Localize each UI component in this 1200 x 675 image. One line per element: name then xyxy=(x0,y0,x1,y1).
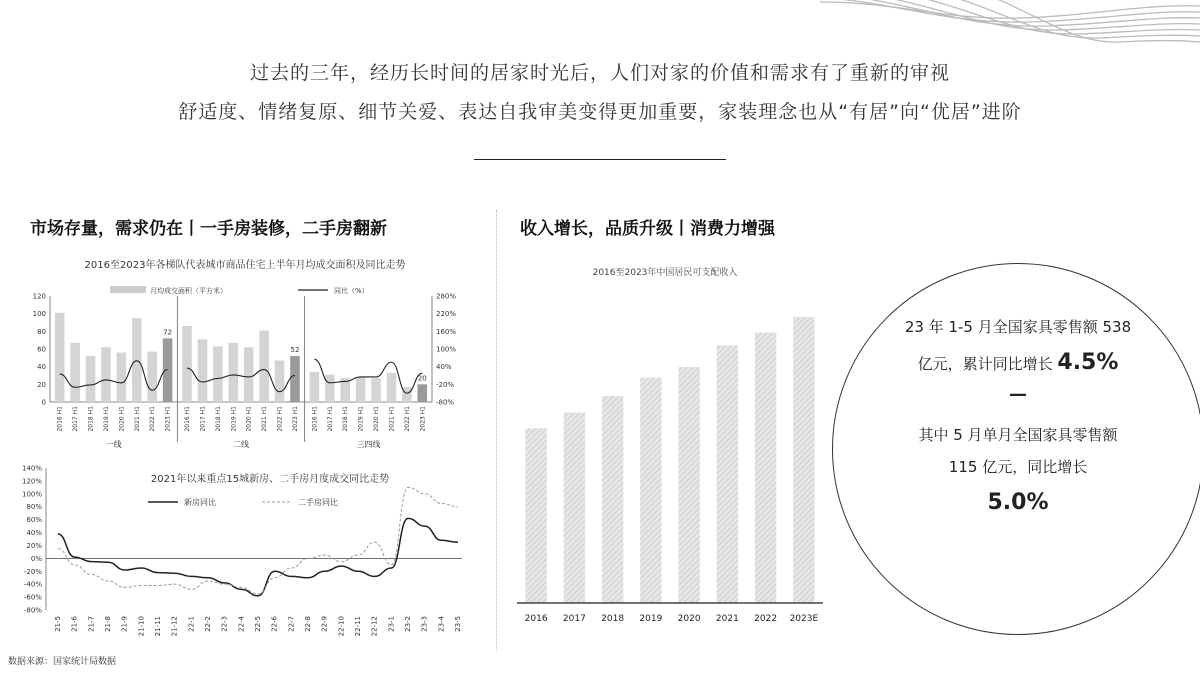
chart2-y-tick: -20% xyxy=(23,567,42,576)
chart1-bar xyxy=(86,356,96,402)
chart2-y-tick: -40% xyxy=(23,580,42,589)
chart1-bar xyxy=(275,360,285,402)
section-separator xyxy=(496,210,497,650)
chart1-x-tick: 2018 H1 xyxy=(214,406,222,432)
chart2-x-tick: 21-7 xyxy=(87,616,96,632)
chart1-bar xyxy=(325,375,335,402)
chart1-x-tick: 2020 H1 xyxy=(118,406,126,432)
chart1-x-tick: 2023 H1 xyxy=(164,406,172,432)
chart3-bar xyxy=(717,345,738,603)
chart1-x-tick: 2016 H1 xyxy=(56,406,64,432)
chart2-y-tick: 80% xyxy=(26,503,42,512)
chart2-x-tick: 22-6 xyxy=(270,616,279,632)
chart1-x-tick: 2021 H1 xyxy=(388,406,396,432)
disposable-income-chart xyxy=(505,255,835,635)
chart1-bar xyxy=(70,343,80,402)
circle-divider: — xyxy=(1009,384,1027,405)
circle-line-3: 其中 5 月单月全国家具零售额 xyxy=(918,426,1118,444)
chart1-x-tick: 2017 H1 xyxy=(72,406,80,432)
chart1-x-tick: 2023 H1 xyxy=(291,406,299,432)
chart1-right-tick: 220% xyxy=(436,310,457,319)
chart2-title: 2021年以来重点15城新房、二手房月度成交同比走势 xyxy=(150,474,390,485)
circle-line-1: 23 年 1-5 月全国家具零售额 538 xyxy=(904,318,1132,336)
chart2-x-tick: 22-1 xyxy=(187,616,196,632)
chart1-x-tick: 2018 H1 xyxy=(342,406,350,432)
chart2-x-tick: 22-8 xyxy=(304,616,312,632)
chart2-y-tick: 20% xyxy=(26,541,42,550)
chart1-right-tick: 160% xyxy=(436,327,457,336)
chart1-right-tick: 100% xyxy=(436,345,457,354)
chart1-left-tick: 100 xyxy=(32,310,46,319)
chart1-bar xyxy=(229,343,239,402)
chart2-x-tick: 23-5 xyxy=(454,616,462,632)
chart2-x-tick: 22-11 xyxy=(354,616,362,637)
chart2-x-tick: 22-3 xyxy=(220,616,229,632)
chart1-bar xyxy=(310,372,320,402)
chart1-title: 2016至2023年各梯队代表城市商品住宅上半年月均成交面积及同比走势 xyxy=(84,260,406,271)
chart1-bar xyxy=(198,339,208,402)
chart3-x-tick: 2018 xyxy=(601,614,625,624)
chart2-y-tick: -80% xyxy=(23,606,42,615)
chart2-x-tick: 23-2 xyxy=(404,616,412,632)
legend-line-label: 同比（%） xyxy=(334,287,369,295)
chart2-x-tick: 22-4 xyxy=(237,616,246,632)
legend-bar-label: 月均成交面积（平方米） xyxy=(150,287,227,295)
right-section-title: 收入增长，品质升级丨消费力增强 xyxy=(520,219,775,239)
chart1-x-tick: 2016 H1 xyxy=(311,406,319,432)
chart1-x-tick: 2019 H1 xyxy=(102,406,110,432)
chart2-y-tick: 40% xyxy=(26,529,42,538)
chart3-x-tick: 2017 xyxy=(562,614,586,624)
chart1-x-tick: 2017 H1 xyxy=(199,406,207,432)
chart1-bar xyxy=(147,352,157,402)
chart1-bar xyxy=(132,318,142,402)
chart3-x-tick: 2022 xyxy=(754,614,778,624)
chart1-group-label: 二线 xyxy=(233,440,249,449)
chart2-x-tick: 23-4 xyxy=(437,616,446,632)
chart1-bar xyxy=(55,313,65,402)
chart2-x-tick: 21-5 xyxy=(54,616,62,632)
chart1-bar xyxy=(371,378,381,402)
circle-line-2-text: 亿元，累计同比增长 xyxy=(917,355,1053,373)
data-source: 数据来源：国家统计局数据 xyxy=(8,657,117,667)
chart3-x-tick: 2019 xyxy=(639,614,663,624)
chart1-x-tick: 2016 H1 xyxy=(184,406,192,432)
city15-yoy-chart xyxy=(0,460,490,650)
chart1-x-tick: 2022 H1 xyxy=(276,406,284,432)
chart1-data-label: 52 xyxy=(290,346,300,355)
chart3-x-tick: 2016 xyxy=(524,614,548,624)
circle-line-2 xyxy=(832,350,1200,375)
chart1-right-tick: 40% xyxy=(436,363,452,372)
decorative-waves xyxy=(820,0,1200,48)
intro-line-2: 舒适度、情绪复原、细节关爱、表达自我审美变得更加重要，家装理念也从“有居”向“优居”进阶 xyxy=(178,101,1022,123)
chart1-bar xyxy=(244,347,254,402)
chart1-bar xyxy=(418,384,428,402)
intro-divider xyxy=(474,159,726,160)
chart1-bar xyxy=(387,373,397,402)
circle-line-4: 115 亿元，同比增长 xyxy=(948,458,1088,476)
chart2-y-tick: 60% xyxy=(26,516,42,525)
chart2-y-tick: 120% xyxy=(21,477,42,486)
chart3-bar xyxy=(793,317,814,603)
chart2-x-tick: 22-10 xyxy=(337,616,346,637)
chart1-bar xyxy=(182,326,192,402)
chart2-x-tick: 22-7 xyxy=(287,616,296,632)
chart1-data-label: 72 xyxy=(163,328,173,337)
chart1-bar xyxy=(213,346,223,402)
legend-new-house-label: 新房同比 xyxy=(184,498,216,507)
chart2-x-tick: 23-3 xyxy=(420,616,429,632)
chart2-x-tick: 21-9 xyxy=(120,616,129,632)
legend-bar-swatch xyxy=(110,286,146,293)
chart1-x-tick: 2021 H1 xyxy=(261,406,269,432)
chart1-left-tick: 80 xyxy=(37,327,46,336)
chart1-bar xyxy=(259,330,269,402)
chart1-left-tick: 40 xyxy=(37,363,46,372)
chart2-x-tick: 22-2 xyxy=(204,616,212,632)
chart1-x-tick: 2022 H1 xyxy=(149,406,157,432)
chart1-x-tick: 2023 H1 xyxy=(419,406,427,432)
chart2-x-tick: 21-12 xyxy=(170,616,179,637)
chart3-bar xyxy=(525,428,546,603)
chart3-bar xyxy=(564,413,585,603)
chart2-y-tick: 140% xyxy=(21,464,42,473)
chart3-x-tick: 2021 xyxy=(715,614,739,624)
chart2-x-tick: 21-6 xyxy=(70,616,79,632)
chart3-bar xyxy=(640,378,661,603)
chart3-bar xyxy=(602,396,623,603)
chart2-x-tick: 22-9 xyxy=(320,616,329,632)
chart3-x-tick: 2020 xyxy=(677,614,701,624)
chart2-new-house-line xyxy=(58,518,458,595)
chart1-bar xyxy=(163,338,173,402)
chart1-x-tick: 2017 H1 xyxy=(326,406,334,432)
chart1-left-tick: 20 xyxy=(37,380,46,389)
tier-city-sales-chart xyxy=(0,250,490,460)
chart1-x-tick: 2020 H1 xyxy=(373,406,381,432)
chart1-left-tick: 120 xyxy=(32,292,46,301)
chart1-x-tick: 2022 H1 xyxy=(403,406,411,432)
chart2-x-tick: 21-8 xyxy=(104,616,112,632)
chart1-group-label: 一线 xyxy=(105,440,122,449)
chart1-right-tick: -80% xyxy=(436,398,455,407)
chart1-group-label: 三四线 xyxy=(356,440,381,449)
chart2-y-tick: 0% xyxy=(30,554,42,563)
chart2-x-tick: 21-11 xyxy=(154,616,162,637)
chart2-x-tick: 22-12 xyxy=(370,616,379,637)
chart1-left-tick: 0 xyxy=(41,398,46,407)
chart1-bar xyxy=(356,377,366,402)
chart1-left-tick: 60 xyxy=(37,345,46,354)
chart3-x-tick: 2023E xyxy=(789,614,819,624)
chart1-bar xyxy=(101,347,111,402)
chart2-second-hand-line xyxy=(58,487,458,594)
chart3-bar xyxy=(678,367,699,603)
chart3-bar xyxy=(755,333,776,603)
chart1-x-tick: 2020 H1 xyxy=(245,406,253,432)
chart1-x-tick: 2018 H1 xyxy=(87,406,95,432)
circle-growth-value: 4.5% xyxy=(1057,350,1119,375)
chart3-title: 2016至2023年中国居民可支配收入 xyxy=(592,268,738,278)
chart2-x-tick: 23-1 xyxy=(387,616,396,632)
chart1-bar xyxy=(117,353,127,402)
legend-second-hand-label: 二手房同比 xyxy=(298,498,338,507)
chart1-data-label: 20 xyxy=(417,374,427,383)
chart1-bar xyxy=(290,356,300,402)
chart2-x-tick: 21-10 xyxy=(137,616,146,637)
chart1-x-tick: 2021 H1 xyxy=(133,406,141,432)
intro-line-1: 过去的三年，经历长时间的居家时光后，人们对家的价值和需求有了重新的审视 xyxy=(249,62,950,84)
circle-may-growth-value: 5.0% xyxy=(987,490,1049,515)
chart2-x-tick: 22-5 xyxy=(254,616,262,632)
chart2-y-tick: -60% xyxy=(23,593,42,602)
left-section-title: 市场存量，需求仍在丨一手房装修，二手房翻新 xyxy=(30,219,387,239)
chart2-y-tick: 100% xyxy=(21,490,42,499)
chart1-x-tick: 2019 H1 xyxy=(230,406,238,432)
chart1-right-tick: -20% xyxy=(436,380,455,389)
chart1-right-tick: 280% xyxy=(436,292,457,301)
chart1-x-tick: 2019 H1 xyxy=(357,406,365,432)
